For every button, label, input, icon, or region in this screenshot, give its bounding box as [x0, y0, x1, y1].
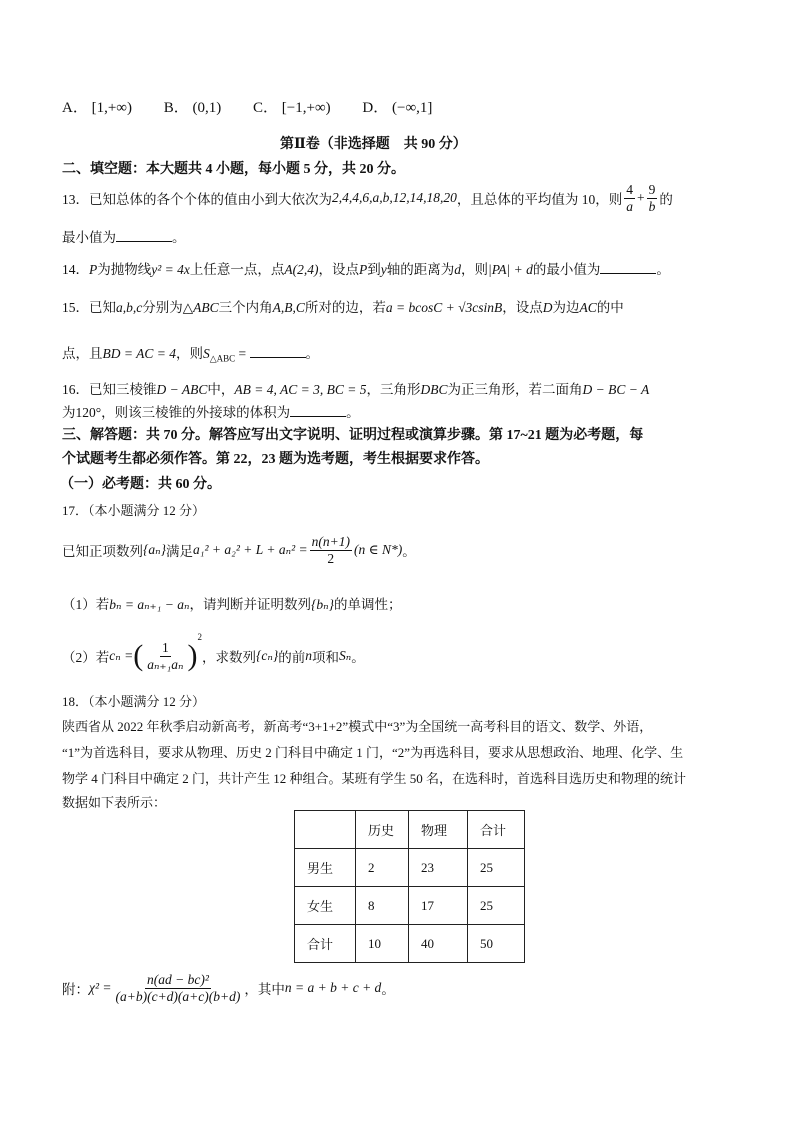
q17-given: 已知正项数列 {aₙ} 满足 a₁² + a₂² + L + aₙ² = $\frac{n(n+1)}{2}$ (n ∈ N*) 。: [62, 533, 416, 566]
q13-plus: +: [637, 190, 645, 205]
q14-parabola: y² = 4x: [151, 262, 190, 277]
q13-values: 2,4,4,6,a,b,12,14,18,20: [332, 190, 457, 205]
table-row: [295, 887, 525, 925]
q15-line1: 15．已知a,b,c分别为△ABC三个内角A,B,C所对的边，若a = bcosC + √3csinB，设点D为边AC的中: [62, 300, 624, 315]
table-cell: 25: [468, 887, 525, 925]
q18-para-line2: “1”为首选科目，要求从物理、历史 2 门科目中确定 1 门，“2”为再选科目，要求从思想政治、地理、化学、生: [62, 745, 684, 760]
table-row: [295, 925, 525, 963]
table-cell: 23: [409, 849, 468, 887]
table-header-cell: 历史: [356, 811, 409, 849]
q13-line2: 最小值为 。: [62, 230, 186, 245]
table-header-cell: 物理: [409, 811, 468, 849]
q18-para-line3: 物学 4 门科目中确定 2 门，共计产生 12 种组合。某班有学生 50 名，在选科时，首选科目选历史和物理的统计: [62, 771, 687, 786]
part2-title: 第Ⅱ卷（非选择题 共 90 分）: [280, 137, 467, 152]
solve-heading-line1: 三、解答题：共 70 分。解答应写出文字说明、证明过程或演算步骤。第 17~21 题为必考题，每: [62, 428, 644, 443]
q13-fraction-4a: $\frac{4}{a}$: [626, 181, 633, 214]
table-cell: 17: [409, 887, 468, 925]
option-a-label: A．: [62, 100, 88, 116]
q14-answer-blank: [600, 261, 656, 274]
q17-part1: （1）若bₙ = aₙ₊₁ − aₙ，请判断并证明数列{bₙ}的单调性；: [62, 597, 402, 612]
q18-chi-square-formula: 附： χ² = $\frac{\text{n(ad − bc)²}}{(a+b)(c+d)(a+c)(b+d)}$ ，其中 n = a + b + c + d 。: [62, 971, 395, 1004]
table-cell: 50: [468, 925, 525, 963]
q13-answer-blank: [116, 229, 172, 242]
table-cell: 8: [356, 887, 409, 925]
option-b-label: B．: [163, 100, 189, 116]
solve-heading-line2: 个试题考生都必须作答。第 22，23 题为选考题，考生根据要求作答。: [62, 452, 489, 467]
option-b-value: (0,1): [192, 100, 222, 116]
q18-para-line4: 数据如下表所示：: [62, 795, 167, 810]
table-header-cell: [295, 811, 356, 849]
q16-answer-blank: [290, 404, 346, 417]
table-cell: 合计: [295, 925, 356, 963]
q14-point-a: A(2,4): [284, 262, 319, 277]
table-cell: 女生: [295, 887, 356, 925]
table-cell: 10: [356, 925, 409, 963]
table-cell: 40: [409, 925, 468, 963]
q15-answer-blank: [250, 345, 306, 358]
q13-pre: 13．已知总体的各个个体的值由小到大依次为: [62, 192, 332, 207]
q14-line: 14．P为抛物线y² = 4x上任意一点，点A(2,4)，设点P到y轴的距离为d，则|PA| + d的最小值为 。: [62, 262, 670, 277]
q16-line2: 为120°，则该三棱锥的外接球的体积为 。: [62, 405, 360, 420]
table-header-cell: 合计: [468, 811, 525, 849]
q15-line2: 点，且BD = AC = 4，则$S_{\triangle ABC}$ = 。: [62, 346, 320, 364]
table-cell: 2: [356, 849, 409, 887]
q13-mid: ，且总体的平均值为 10，则: [456, 192, 623, 207]
q17-part2: （2）若 cₙ = ( $\frac{1}{\text{aₙ₊₁aₙ}}$ ) $^2$ ，求数列 {cₙ} 的前 n 项和 Sₙ 。: [62, 632, 365, 672]
q16-line1: 16．已知三棱锥D − ABC中，AB = 4, AC = 3, BC = 5，三角形DBC为正三角形，若二面角D − BC − A: [62, 382, 650, 397]
q18-para-line1: 陕西省从 2022 年秋季启动新高考，新高考“3+1+2”模式中“3”为全国统一高考科目的语文、数学、外语，: [62, 719, 653, 734]
fill-in-heading: 二、填空题：本大题共 4 小题，每小题 5 分，共 20 分。: [62, 162, 405, 177]
option-c-label: C．: [253, 100, 279, 116]
q15-equation: a = bcosC + √3csinB: [385, 300, 503, 315]
q17-header: 17．（本小题满分 12 分）: [62, 503, 206, 518]
option-d-value: (−∞,1]: [391, 100, 433, 116]
answer-options: [62, 96, 432, 117]
q13-post: 的: [659, 192, 673, 207]
required-heading: （一）必考题：共 60 分。: [60, 477, 221, 492]
q13-line1: [62, 180, 673, 216]
table-cell: 男生: [295, 849, 356, 887]
q17-fraction: $\frac{n(n+1)}{2}$: [311, 533, 350, 566]
option-a-value: [1,+∞): [91, 100, 132, 116]
q16-conditions: AB = 4, AC = 3, BC = 5: [234, 382, 367, 397]
q14-expression: |PA| + d: [488, 262, 533, 277]
option-d-label: D．: [362, 100, 389, 116]
q13-fraction-9b: $\frac{9}{b}$: [648, 181, 656, 214]
q17-sum-of-squares: a₁² + a₂² + L + aₙ² =: [193, 542, 308, 557]
q18-formula-fraction: $\frac{\text{n(ad − bc)²}}{(a+b)(c+d)(a+c)(b+d)}$: [115, 971, 241, 1004]
table-row: [295, 849, 525, 887]
table-cell: 25: [468, 849, 525, 887]
option-c-value: [−1,+∞): [281, 100, 331, 116]
table-header-row: [295, 811, 525, 849]
q18-statistics-table: [294, 810, 525, 963]
q18-header: 18．（本小题满分 12 分）: [62, 694, 206, 709]
q17-part2-fraction: $\frac{1}{\text{aₙ₊₁aₙ}}$: [147, 639, 184, 672]
